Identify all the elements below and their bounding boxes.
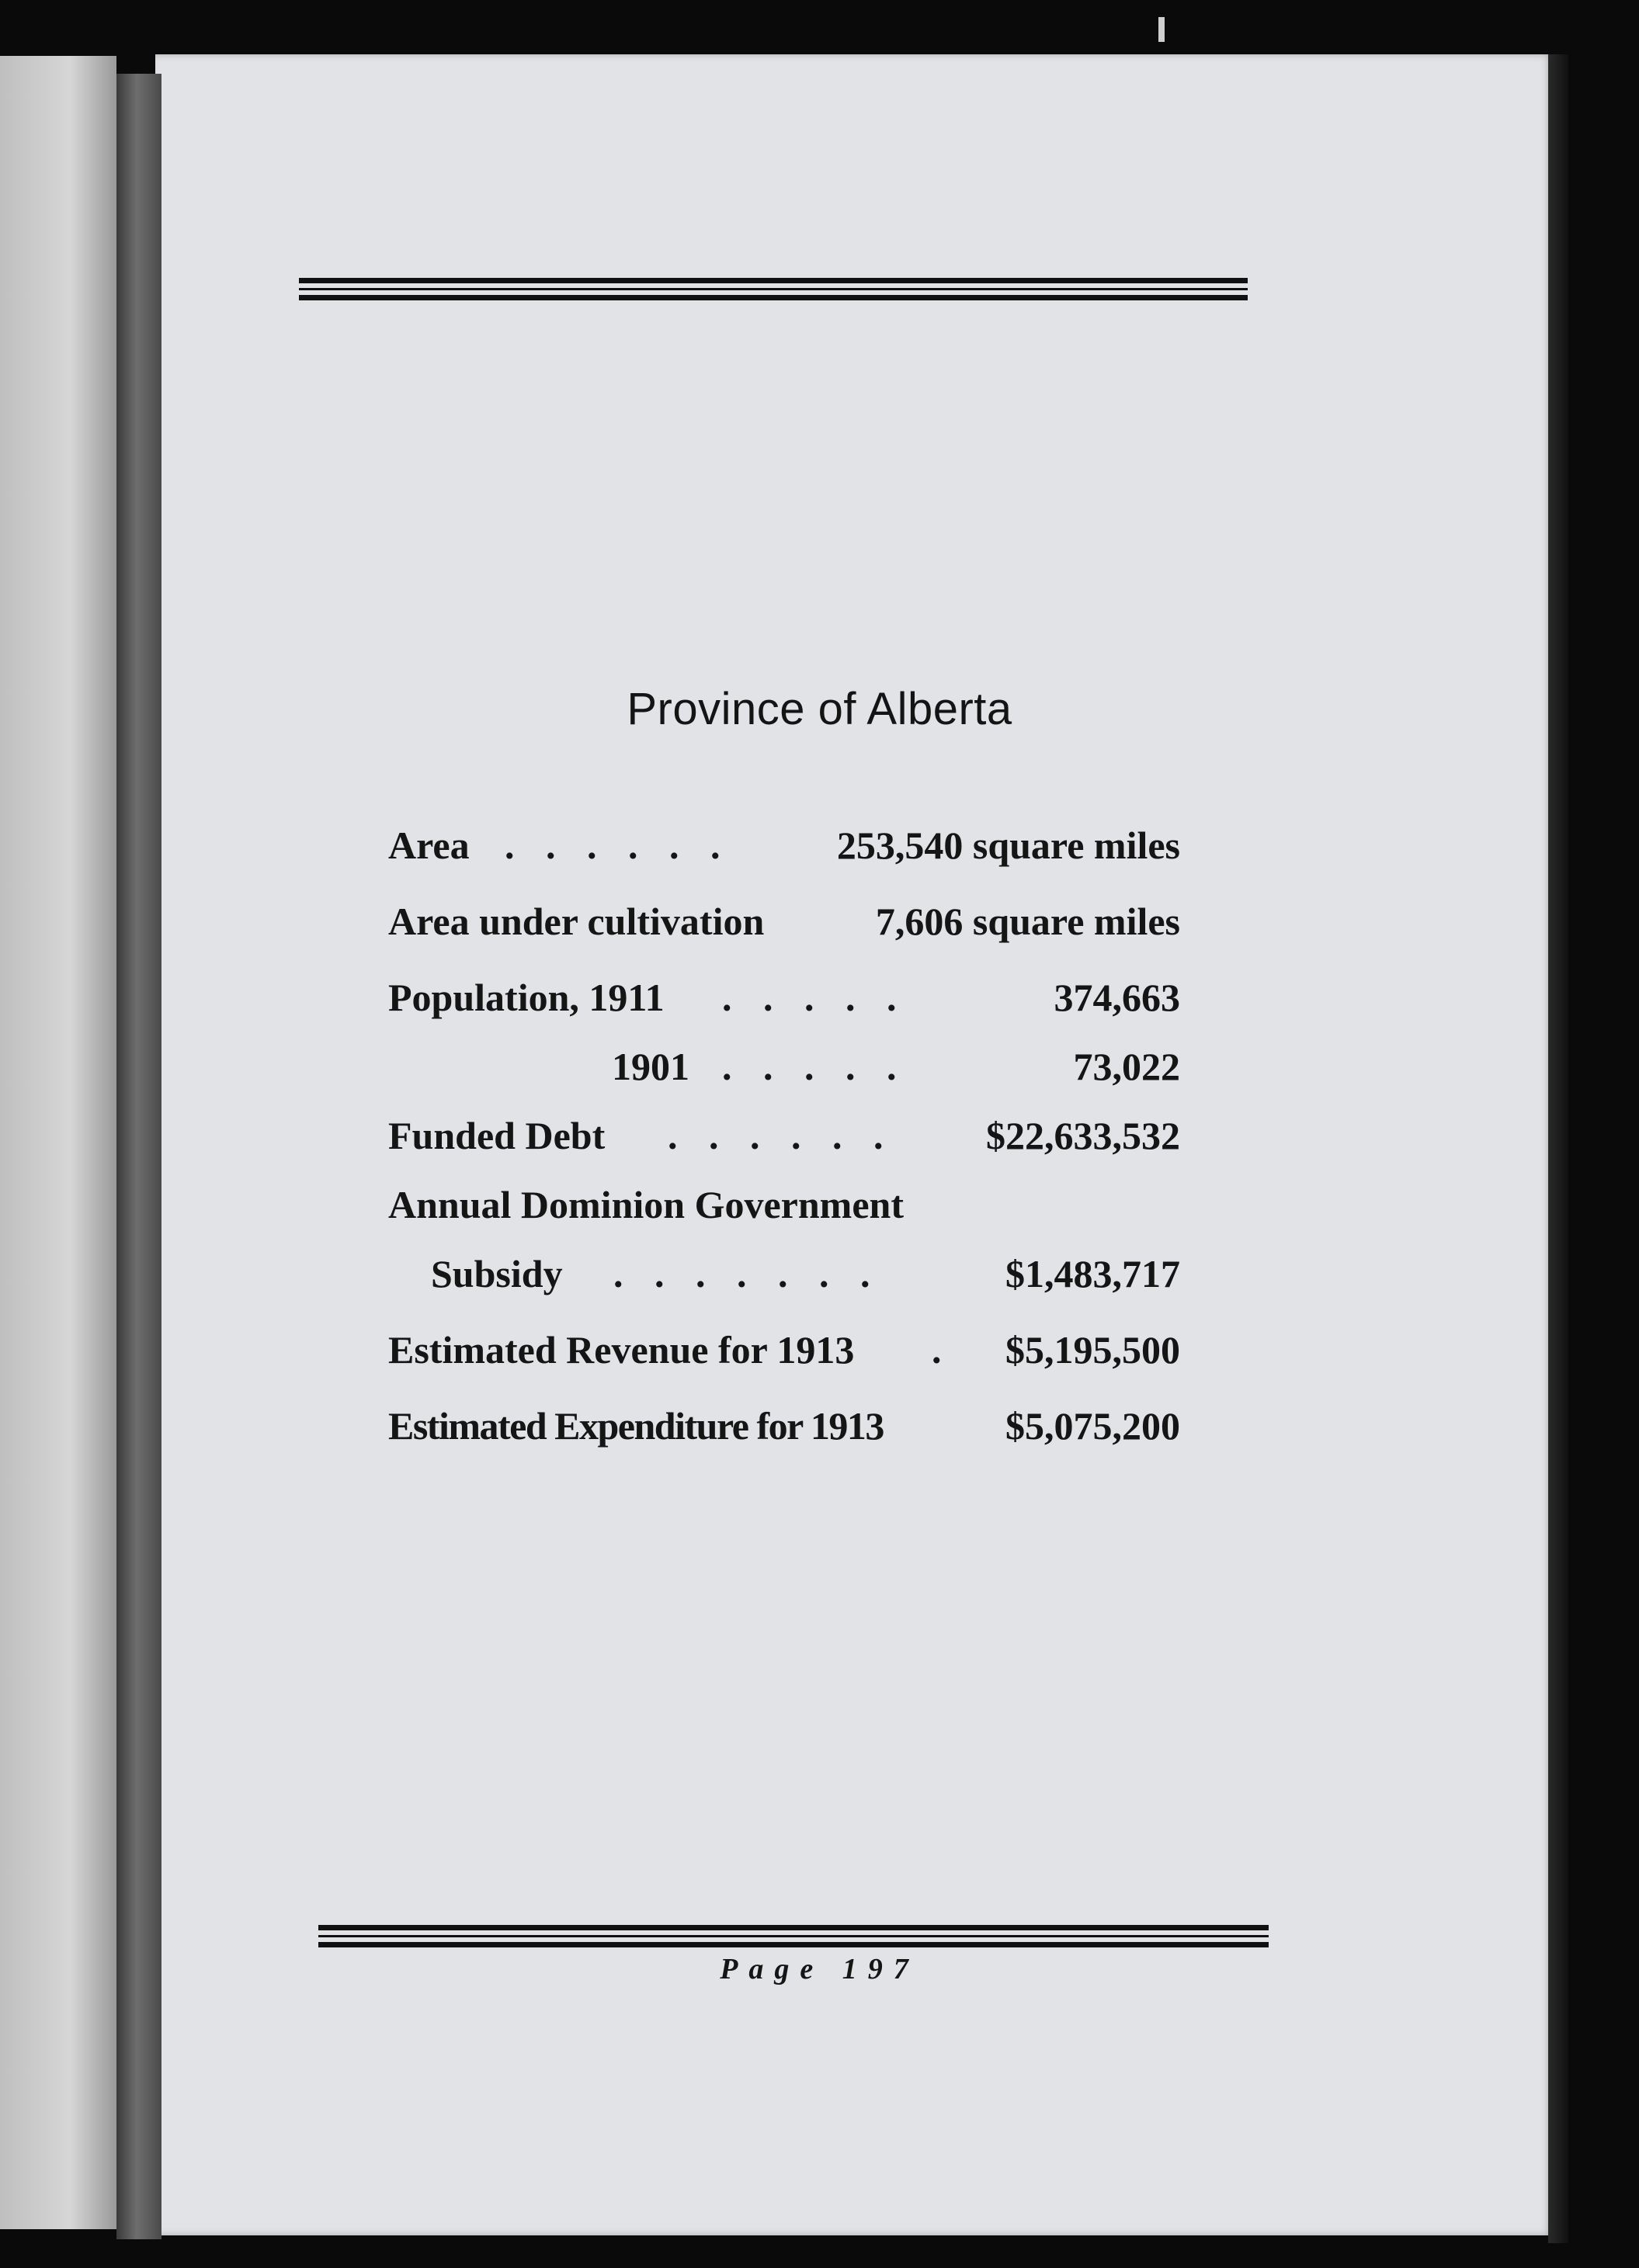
- stat-row-funded-debt: [388, 1098, 1188, 1174]
- previous-page-edge: [0, 56, 116, 2229]
- stat-value: 253,540 square miles: [836, 824, 1180, 867]
- stat-label: Estimated Revenue for 1913: [388, 1328, 855, 1372]
- stat-value: 73,022: [1073, 1045, 1180, 1088]
- dot-leader: . . . . .: [722, 1045, 908, 1088]
- stat-value: $22,633,532: [986, 1114, 1180, 1157]
- dot-leader: . . . . . . .: [613, 1252, 881, 1295]
- page-number: Page 197: [720, 1953, 919, 1985]
- stat-label: Funded Debt: [388, 1114, 606, 1157]
- stat-label: Area under cultivation: [388, 900, 765, 943]
- dot-leader: . . . . .: [722, 976, 908, 1019]
- page-right-edge: [1548, 54, 1568, 2243]
- rule-line: [318, 1925, 1269, 1930]
- bottom-double-rule: [318, 1925, 1269, 1947]
- stat-label: Subsidy: [431, 1252, 563, 1295]
- stat-row-population-1911: [388, 959, 1188, 1035]
- stat-row-subsidy-heading: [388, 1174, 1188, 1236]
- page-title: Province of Alberta: [627, 684, 1012, 734]
- dot-leader: . . . . . .: [668, 1114, 894, 1157]
- stat-row-area: [388, 807, 1188, 883]
- stat-label: Estimated Expenditure for 1913: [388, 1404, 884, 1448]
- stat-value: $5,075,200: [1005, 1404, 1180, 1448]
- stat-value: 7,606 square miles: [875, 900, 1180, 943]
- rule-line: [299, 278, 1248, 283]
- stat-value: 374,663: [1054, 976, 1180, 1019]
- stat-label: Population, 1911: [388, 976, 665, 1019]
- stat-row-revenue: [388, 1312, 1188, 1388]
- stat-label: Area: [388, 824, 470, 867]
- stat-row-cultivation: [388, 883, 1188, 959]
- stat-label: Annual Dominion Government: [388, 1183, 904, 1226]
- dot-leader: .: [932, 1328, 953, 1372]
- stat-value: $1,483,717: [1005, 1252, 1180, 1295]
- rule-line: [299, 295, 1248, 300]
- stat-label: 1901: [612, 1045, 689, 1088]
- stat-value: $5,195,500: [1005, 1328, 1180, 1372]
- film-mark: [1158, 17, 1165, 42]
- top-double-rule: [299, 278, 1248, 300]
- dot-leader: . . . . . .: [505, 824, 731, 867]
- statistics-list: [388, 807, 1188, 1464]
- rule-line: [318, 1942, 1269, 1947]
- stat-row-population-1901: [388, 1035, 1188, 1098]
- stat-row-expenditure: [388, 1388, 1188, 1464]
- stat-row-subsidy: [388, 1236, 1188, 1312]
- page-binding: [116, 74, 161, 2239]
